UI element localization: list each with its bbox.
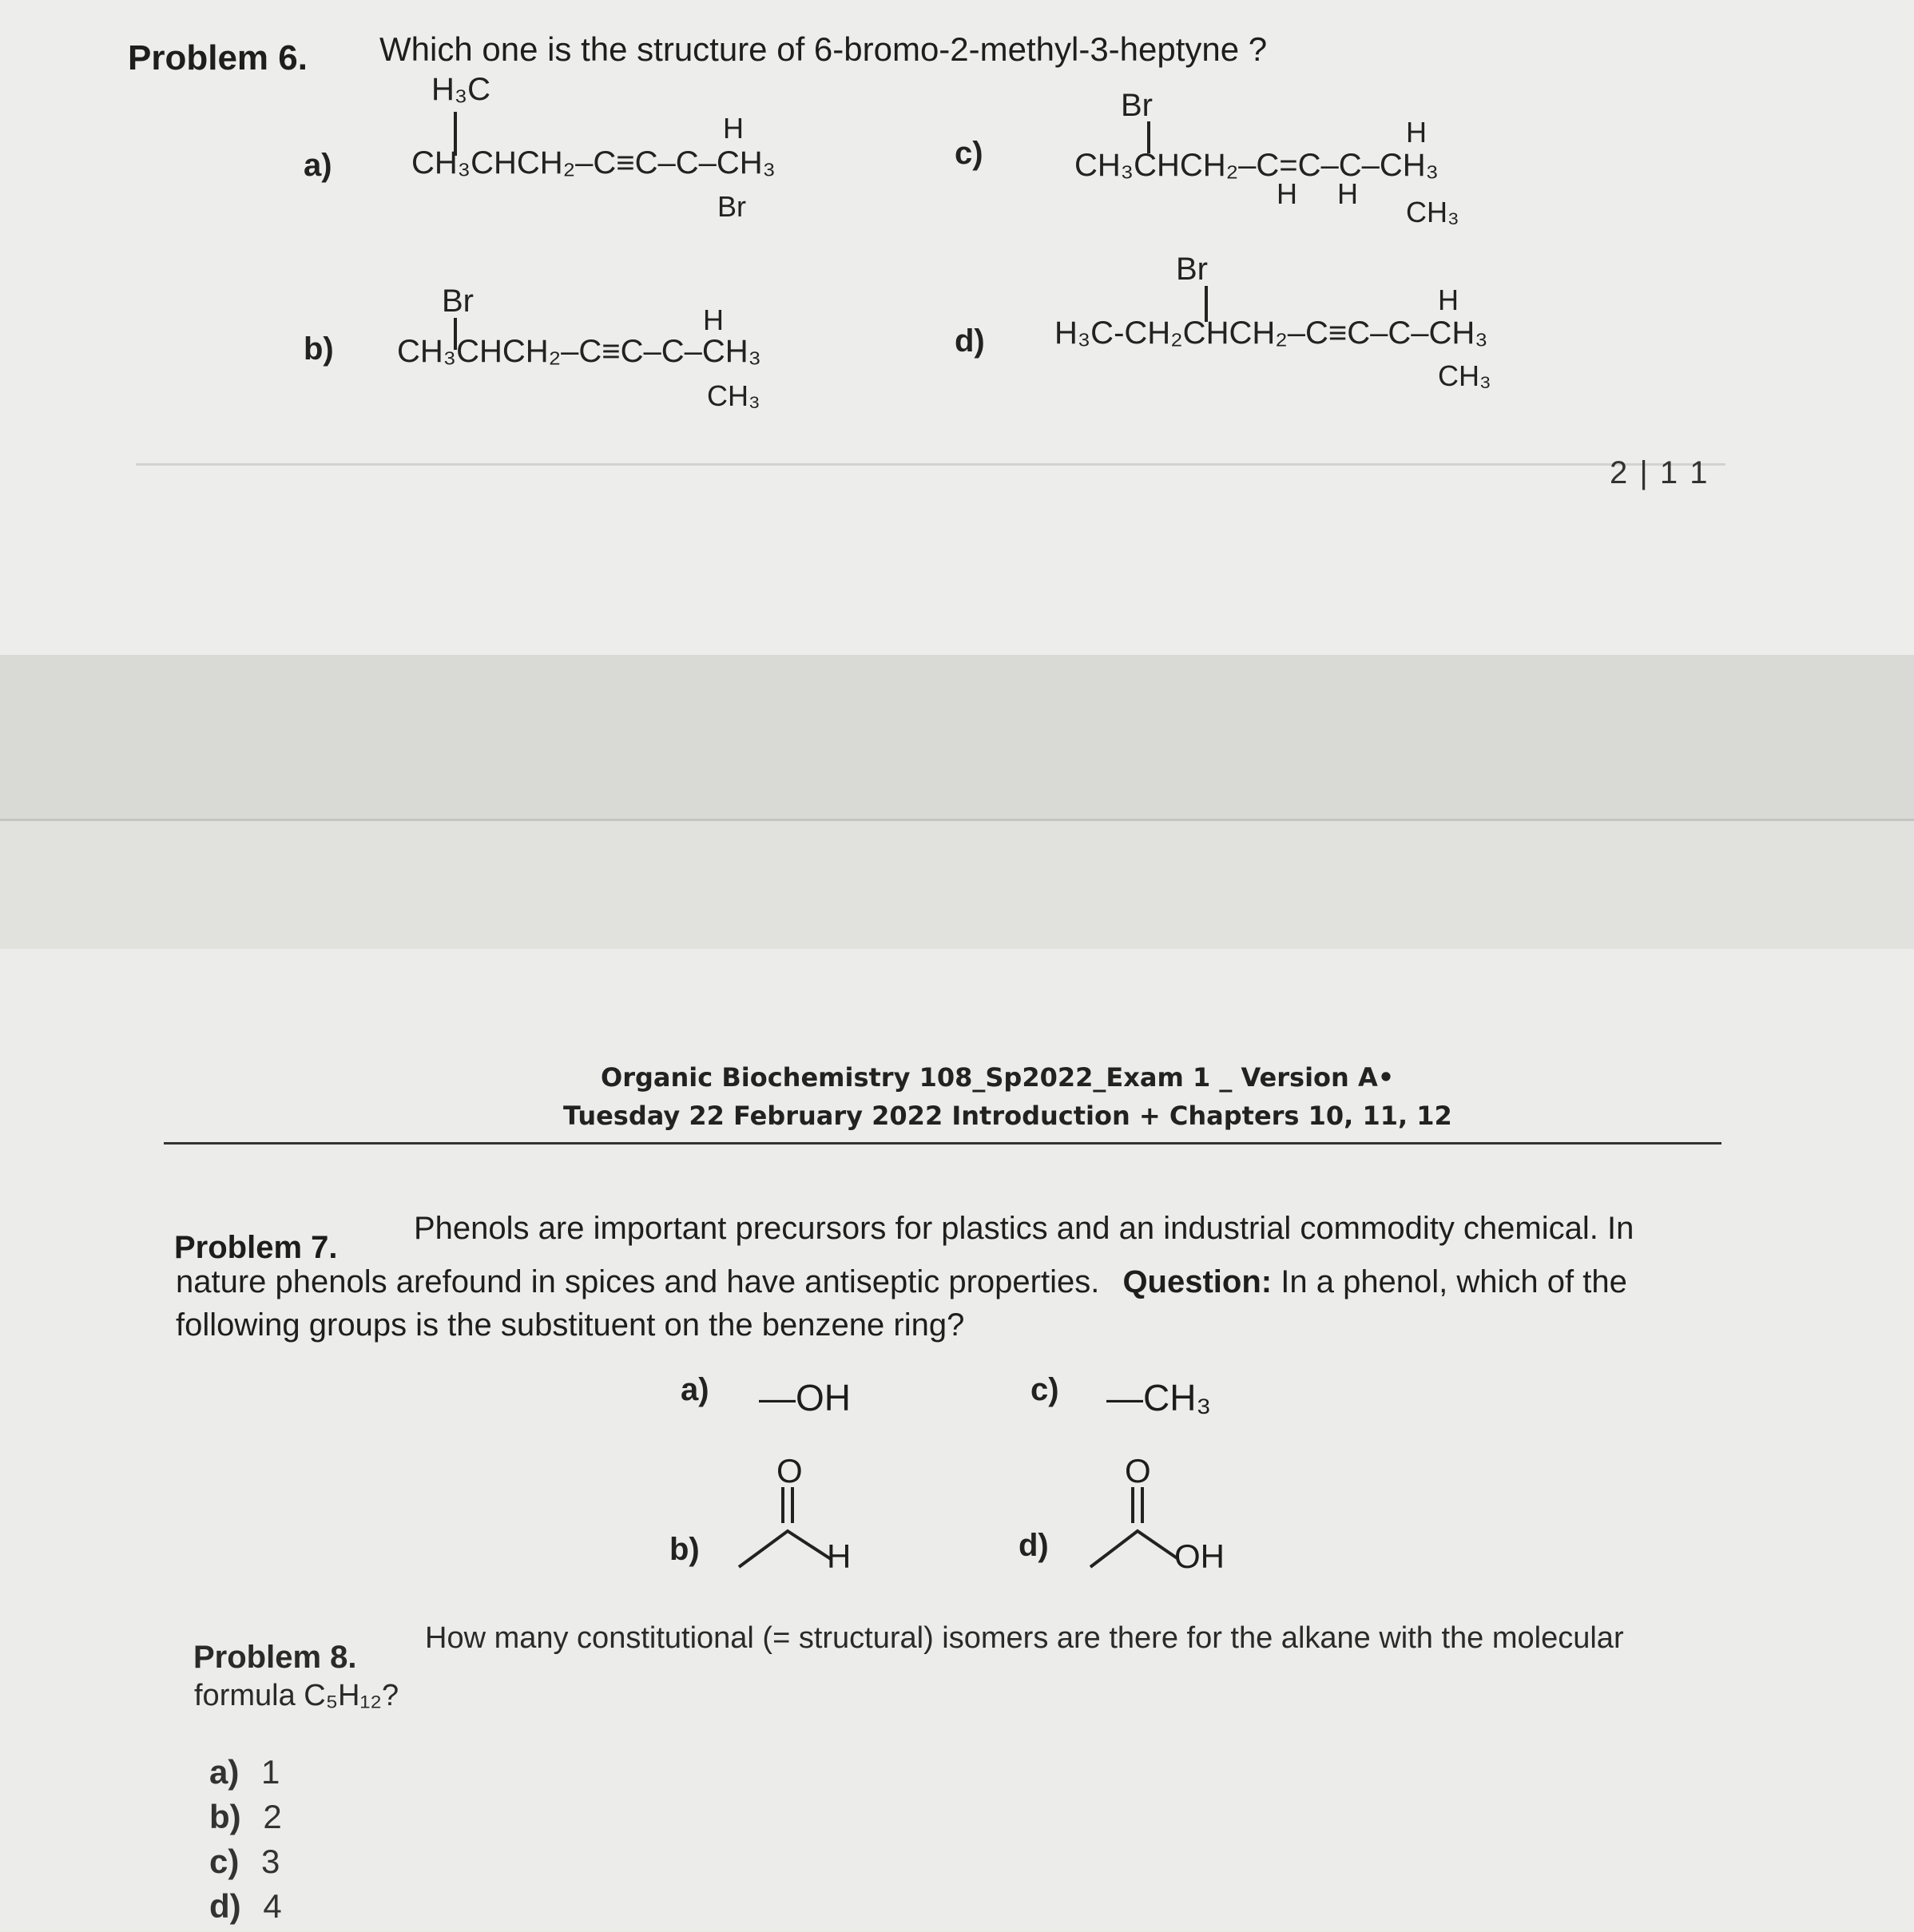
problem8-answer-d-value: 4 [263,1887,282,1925]
problem8-answer-d-label: d) [209,1887,241,1925]
problem6-option-a-above: H₃C [431,72,491,107]
problem7-option-c-label[interactable]: c) [1030,1372,1059,1407]
problem7-option-a-group: —OH [759,1377,851,1418]
problem6-option-b-above: Br [442,284,474,319]
problem8-answer-a-value: 1 [261,1753,280,1791]
problem6-option-c-above: Br [1121,88,1153,123]
problem7-option-a-label[interactable]: a) [681,1372,709,1407]
problem7-text-line2 [176,1264,1627,1300]
problem8-answer-c[interactable] [209,1843,282,1887]
header-rule [164,1142,1721,1145]
problem6-option-d-label[interactable]: d) [955,323,985,359]
problem6-option-c-top-h: H [1406,116,1427,149]
problem7-text-line2a: nature phenols arefound in spices and have antiseptic properties. [176,1264,1100,1299]
problem7-option-b-label[interactable]: b) [669,1532,700,1567]
problem6-option-b-top-h: H [703,303,724,336]
exam-header-line1: Organic Biochemistry 108_Sp2022_Exam 1 _ Version A• [601,1062,1395,1093]
problem7-label: Problem 7. [174,1230,338,1265]
problem7-text-line2c: In a phenol, which of the [1281,1264,1627,1299]
problem6-option-c-label[interactable]: c) [955,136,983,171]
problem8-text-line2: formula C₅H₁₂? [194,1679,399,1712]
problem6-option-b-main: CH₃CHCH₂–C≡C–C–CH₃ [397,334,761,369]
problem6-option-d-main: H₃C-CH₂CHCH₂–C≡C–C–CH₃ [1054,315,1488,351]
problem8-answer-b-label: b) [209,1798,241,1835]
problem7-text-line3: following groups is the substituent on the benzene ring? [176,1307,965,1343]
problem8-answer-a[interactable] [209,1753,282,1798]
problem6-option-a-label[interactable]: a) [304,148,332,183]
problem7-text-line1: Phenols are important precursors for plastics and an industrial commodity chemical. In [414,1211,1634,1246]
problem6-option-a-top-h: H [723,112,744,145]
problem8-answer-a-label: a) [209,1753,240,1791]
problem8-answer-d[interactable] [209,1887,282,1932]
problem6-option-b-below: CH₃ [707,379,760,412]
problem7-question-label: Question: [1122,1264,1273,1299]
paper-separator [136,463,1725,466]
problem8-text-line1: How many constitutional (= structural) isomers are there for the alkane with the molecular [425,1621,1624,1655]
page-number: 2 | 1 1 [1610,455,1709,490]
problem7-option-b-oxygen: O [776,1452,803,1490]
problem8-answer-c-label: c) [209,1843,240,1880]
problem8-answer-c-value: 3 [261,1843,280,1880]
problem7-option-d-label[interactable]: d) [1019,1528,1049,1563]
problem6-option-b-label[interactable]: b) [304,331,334,367]
paper-shadow-band [0,655,1914,831]
paper-middle-band [0,821,1914,949]
paper-bottom [0,949,1914,1930]
problem8-answer-b[interactable] [209,1798,282,1843]
problem6-option-a-main: CH₃CHCH₂–C≡C–C–CH₃ [411,145,776,181]
problem7-option-d-hydroxyl: OH [1174,1537,1225,1575]
problem6-option-a-below: Br [717,190,746,223]
problem6-question: Which one is the structure of 6-bromo-2-methyl-3-heptyne ? [379,30,1268,68]
problem6-label: Problem 6. [128,38,308,77]
problem6-option-c-main: CH₃CHCH₂–C=C–C–CH₃ [1074,148,1439,183]
problem6-option-d-below: CH₃ [1438,359,1491,392]
exam-header-line2: Tuesday 22 February 2022 Introduction + Chapters 10, 11, 12 [563,1101,1452,1131]
problem7-option-c-group: —CH₃ [1106,1377,1212,1418]
problem7-option-b-hydrogen: H [827,1537,852,1575]
problem8-answer-list [209,1753,282,1932]
problem6-option-c-below: CH₃ [1406,196,1459,228]
problem7-option-d-oxygen: O [1125,1452,1151,1490]
problem6-option-d-top-h: H [1438,284,1459,316]
problem8-answer-b-value: 2 [263,1798,282,1835]
problem6-option-d-above: Br [1176,252,1208,287]
problem8-label: Problem 8. [193,1640,357,1675]
problem6-option-c-below-h: H H [1277,177,1358,210]
